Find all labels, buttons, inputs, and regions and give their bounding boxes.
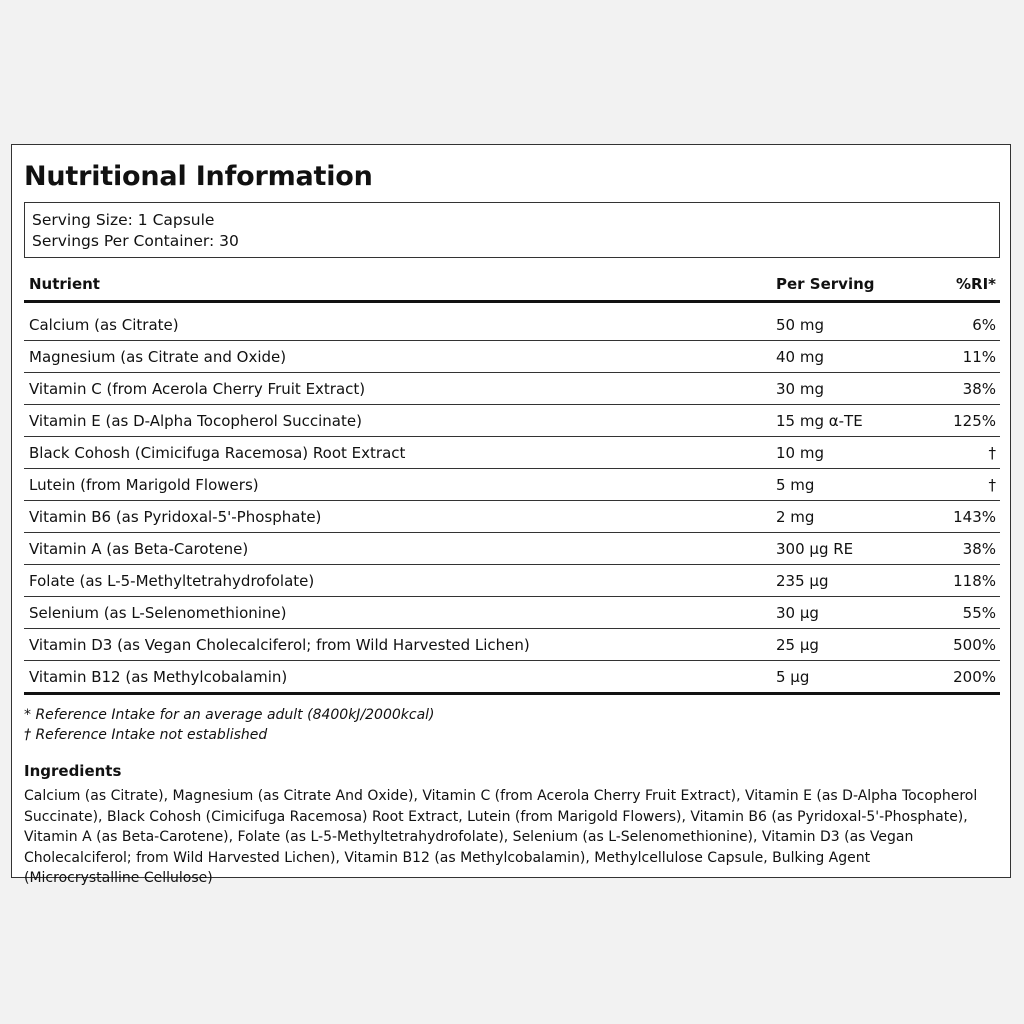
nutrient-name: Calcium (as Citrate) <box>29 315 179 334</box>
per-serving-value: 235 µg <box>776 571 829 590</box>
table-row <box>24 341 1000 373</box>
table-header <box>24 267 1000 303</box>
per-serving-value: 40 mg <box>776 347 824 366</box>
header-ri: %RI* <box>955 274 996 293</box>
ingredients-text: Calcium (as Citrate), Magnesium (as Citrate And Oxide), Vitamin C (from Acerola Cherry Fruit Extract), Vitamin E (as D-Alpha Tocopherol Succinate), Black Cohosh (Cimicifuga Racemosa) Root Extract, Lutein (from Marigold Flowers), Vitamin B6 (as Pyridoxal-5'-Phosphate), Vitamin A (as Beta-Carotene), Folate (as L-5-Methyltetrahydrofolate), Selenium (as L-Selenomethionine), Vitamin D3 (as Vegan Cholecalciferol; from Wild Harvested Lichen), Vitamin B12 (as Methylcobalamin), Methylcellulose Capsule, Bulking Agent (Microcrystalline Cellulose) <box>24 788 978 886</box>
table-row <box>24 661 1000 695</box>
ri-value: 11% <box>962 347 996 366</box>
nutrient-name: Black Cohosh (Cimicifuga Racemosa) Root Extract <box>29 443 406 462</box>
nutrient-name: Vitamin B12 (as Methylcobalamin) <box>29 667 288 686</box>
footnotes <box>24 705 435 745</box>
nutrient-name: Vitamin A (as Beta-Carotene) <box>29 539 249 558</box>
header-nutrient: Nutrient <box>29 274 100 293</box>
table-row <box>24 469 1000 501</box>
ri-value: 6% <box>972 315 996 334</box>
per-serving-value: 5 mg <box>776 475 815 494</box>
per-serving-value: 15 mg α-TE <box>776 411 863 430</box>
ri-value: 38% <box>962 539 996 558</box>
nutrient-name: Magnesium (as Citrate and Oxide) <box>29 347 287 366</box>
table-row <box>24 405 1000 437</box>
nutrition-panel <box>11 144 1011 886</box>
table-row <box>24 597 1000 629</box>
ri-value: 200% <box>953 667 996 686</box>
ri-value: 55% <box>962 603 996 622</box>
ri-value: 500% <box>953 635 996 654</box>
serving-size: Serving Size: 1 Capsule <box>32 211 215 229</box>
nutrient-name: Vitamin E (as D-Alpha Tocopherol Succinate) <box>29 411 362 430</box>
table-row <box>24 533 1000 565</box>
page-title: Nutritional Information <box>24 161 373 192</box>
nutrient-name: Lutein (from Marigold Flowers) <box>29 475 259 494</box>
per-serving-value: 2 mg <box>776 507 815 526</box>
per-serving-value: 25 µg <box>776 635 819 654</box>
serving-info-box <box>24 202 1000 258</box>
ri-value: 143% <box>953 507 996 526</box>
nutrient-name: Vitamin C (from Acerola Cherry Fruit Extract) <box>29 379 366 398</box>
servings-per-container: Servings Per Container: 30 <box>32 232 239 250</box>
per-serving-value: 30 mg <box>776 379 824 398</box>
nutrient-name: Folate (as L-5-Methyltetrahydrofolate) <box>29 571 315 590</box>
nutrient-name: Vitamin B6 (as Pyridoxal-5'-Phosphate) <box>29 507 322 526</box>
nutrient-name: Selenium (as L-Selenomethionine) <box>29 603 287 622</box>
ri-value: † <box>988 443 996 462</box>
nutrient-name: Vitamin D3 (as Vegan Cholecalciferol; from Wild Harvested Lichen) <box>29 635 530 654</box>
per-serving-value: 30 µg <box>776 603 819 622</box>
table-row <box>24 501 1000 533</box>
table-row <box>24 373 1000 405</box>
table-row <box>24 629 1000 661</box>
footnote-reference-intake: * Reference Intake for an average adult (8400kJ/2000kcal) <box>24 707 435 723</box>
ingredients-heading: Ingredients <box>24 762 122 780</box>
ri-value: 118% <box>953 571 996 590</box>
per-serving-value: 300 µg RE <box>776 539 854 558</box>
per-serving-value: 50 mg <box>776 315 824 334</box>
footnote-not-established: † Reference Intake not established <box>24 727 268 743</box>
table-row <box>24 309 1000 341</box>
per-serving-value: 10 mg <box>776 443 824 462</box>
nutrient-table <box>24 267 1000 695</box>
table-row <box>24 437 1000 469</box>
ri-value: † <box>988 475 996 494</box>
header-per-serving: Per Serving <box>776 274 875 293</box>
table-row <box>24 565 1000 597</box>
ri-value: 125% <box>953 411 996 430</box>
ri-value: 38% <box>962 379 996 398</box>
per-serving-value: 5 µg <box>776 667 810 686</box>
